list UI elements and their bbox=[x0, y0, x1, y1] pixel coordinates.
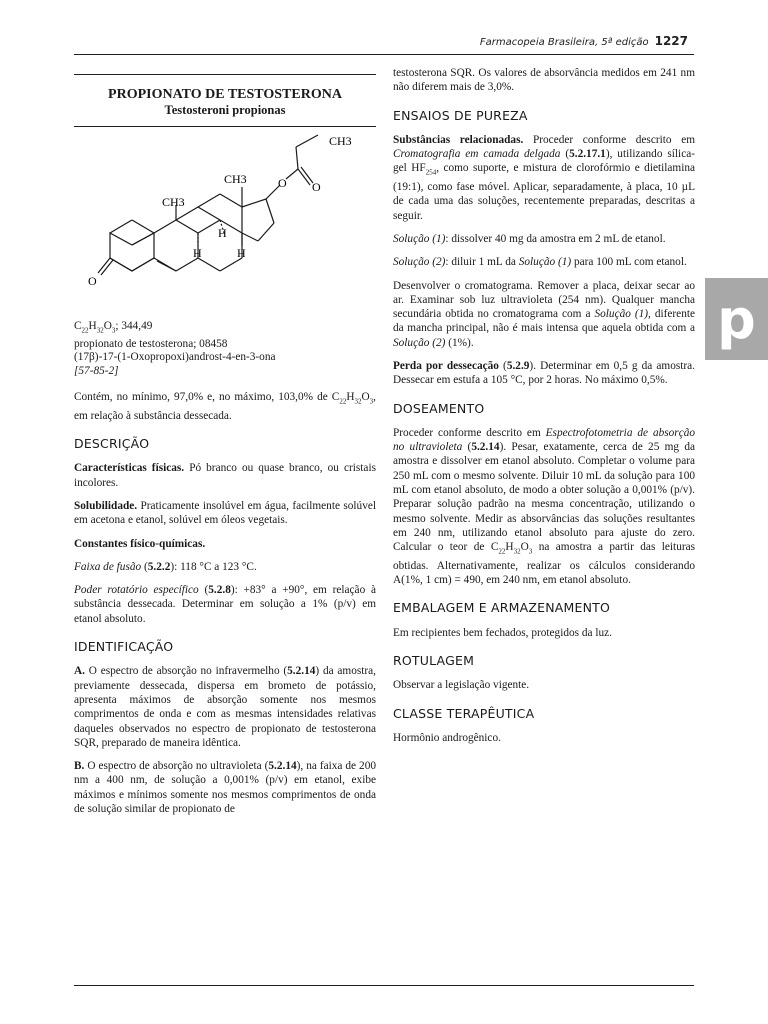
page-header bbox=[480, 34, 688, 48]
perda-ref: 5.2.9 bbox=[506, 360, 530, 372]
sol2-label: Solução (2) bbox=[393, 256, 446, 269]
ident-a-text2: ) da amostra, previamente dessecada, dispersa em brometo de potássio, apresenta máximos de absorção somente nos mesmos comprimentos de onda e com as mesmas intensidades relativas daqueles observados no espectro de propionato de testosterona SQR, preparado de maneira idêntica. bbox=[74, 665, 376, 749]
solucao-2 bbox=[393, 255, 695, 269]
fusao-label: Faixa de fusão bbox=[74, 560, 142, 573]
right-column bbox=[393, 66, 695, 754]
subst-method: Cromatografia em camada delgada bbox=[393, 148, 561, 161]
formula-c: C bbox=[74, 320, 82, 332]
identity-block bbox=[74, 320, 376, 378]
perda-por-dessecacao: Perda por dessecação (5.2.9). Determinar em 0,5 g da amostra. Dessecar em estufa a 105 °C, por 2 horas. No máximo 0,5%. bbox=[393, 360, 696, 387]
ident-b-text1: O espectro de absorção no ultravioleta ( bbox=[87, 760, 269, 773]
section-heading-descricao: DESCRIÇÃO bbox=[74, 436, 150, 452]
content-spec bbox=[74, 390, 376, 423]
structure-label-h-c8: H bbox=[218, 226, 227, 240]
header-rule bbox=[74, 54, 694, 55]
iupac-name: (17β)-17-(1-Oxopropoxi)androst-4-en-3-ona bbox=[74, 351, 276, 364]
ident-a-ref: 5.2.14 bbox=[287, 665, 316, 678]
monograph-title: PROPIONATO DE TESTOSTERONA bbox=[108, 87, 342, 102]
perda-label: Perda por dessecação bbox=[393, 360, 499, 372]
structure-label-ch3-ester: CH3 bbox=[329, 134, 352, 148]
page-number: 1227 bbox=[654, 34, 688, 48]
ident-a-text1: O espectro de absorção no infravermelho ( bbox=[88, 665, 288, 678]
subst-ref: 5.2.17.1 bbox=[569, 148, 606, 161]
rotulagem-text: Observar a legislação vigente. bbox=[393, 679, 530, 692]
monograph-latin-name: Testosteroni propionas bbox=[164, 103, 286, 117]
section-heading-ensaios: ENSAIOS DE PUREZA bbox=[393, 107, 528, 123]
doseamento-text: Proceder conforme descrito em Espectrofotometria de absorção no ultravioleta (5.2.14). Pesar, exatamente, cerca de 25 mg da amostra e dissolver em etanol absoluto. Completar o volume para 250 mL com o mesmo solvente. Diluir 10 mL da solução para 100 mL com etanol absoluto, de modo a obter solução a 0,001% (p/v). Preparar solução padrão na mesma concentração, utilizando o mesmo solvente. Medir as absorvâncias das soluções resultantes em 240 nm, utilizando etanol absoluto para ajuste do zero. Calcular o teor de $C_{22}H_{32}O_3$ na amostra a partir das leituras obtidas. Alternativamente, realizar os cálculos considerando A(1%, 1 cm) = 490, em 240 nm, em etanol absoluto. bbox=[393, 426, 696, 587]
develop-text3: (1%). bbox=[448, 336, 474, 349]
publication-title: Farmacopeia Brasileira, 5ª edição bbox=[479, 37, 649, 48]
structure-label-h-c9: H bbox=[193, 246, 202, 260]
sol2-text2: para 100 mL com etanol. bbox=[573, 256, 687, 269]
perda-text: . Determinar em 0,5 g da amostra. Dessecar em estufa a 105 °C, por 2 horas. No máximo 0,5%. bbox=[393, 360, 696, 387]
faixa-de-fusao: Faixa de fusão (5.2.2): 118 °C a 123 °C. bbox=[74, 560, 257, 573]
content-text-end: , em relação à substância dessecada. bbox=[74, 391, 376, 422]
identificacao-a bbox=[74, 664, 376, 750]
structure-label-h-c14: H bbox=[237, 246, 246, 260]
subst-sub: 254 bbox=[425, 168, 437, 177]
sol2-ref-label: Solução (1) bbox=[518, 256, 572, 269]
develop-text2: , diferente da mancha principal, não é mais intensa que aquela obtida com a bbox=[393, 308, 695, 335]
rotatorio-text: : +83° a +90°, em relação à substância dessecada. Determinar em solução a 1% (p/v) em etanol absoluto. bbox=[74, 584, 377, 625]
subst-text2: , utilizando sílica-gel HF bbox=[393, 148, 695, 175]
content-formula-c: C bbox=[331, 391, 340, 404]
dcb-name: propionato de testosterona; 08458 bbox=[74, 337, 228, 350]
ident-b-label: B. bbox=[74, 760, 85, 773]
solucao-1 bbox=[393, 232, 695, 246]
left-column bbox=[74, 66, 376, 825]
dose-formula-o-sub: 3 bbox=[528, 547, 533, 556]
formula-h: H bbox=[88, 320, 97, 332]
letter-index-tab: p bbox=[705, 278, 768, 360]
cas-number-text: [57-85-2] bbox=[74, 364, 119, 377]
section-heading-rotulagem: ROTULAGEM bbox=[393, 653, 475, 668]
dose-formula-c: C bbox=[490, 541, 499, 554]
sol1-text: : dissolver 40 mg da amostra em 2 mL de etanol. bbox=[445, 232, 666, 245]
develop-ref1: Solução (1) bbox=[594, 308, 649, 321]
sol2-text1: : diluir 1 mL da bbox=[445, 256, 516, 269]
dose-formula-h-sub: 32 bbox=[513, 547, 521, 556]
formula-h-sub: 32 bbox=[96, 326, 104, 335]
structure-label-o-ester: O bbox=[278, 176, 287, 190]
dose-text1: Proceder conforme descrito em bbox=[393, 426, 541, 439]
subst-text3: , como suporte, e mistura de clorofórmio e dietilamina (19:1), como fase móvel. Aplicar, separadamente, à placa, 10 µL de cada uma das soluções, recentemente preparadas, descritas a seguir. bbox=[393, 162, 695, 222]
develop-ref2: Solução (2) bbox=[393, 336, 446, 349]
caracteristicas-label: Características físicas. bbox=[74, 462, 185, 475]
dose-formula-c-sub: 22 bbox=[498, 547, 506, 556]
structure-label-o-carbonyl: O bbox=[312, 180, 321, 194]
dose-formula-h: H bbox=[505, 541, 514, 554]
sol1-label: Solução (1) bbox=[393, 232, 446, 245]
content-formula-c-sub: 22 bbox=[339, 397, 347, 406]
constantes-heading bbox=[74, 537, 376, 551]
solubilidade-label: Solubilidade. bbox=[74, 499, 138, 512]
ident-a-label: A. bbox=[74, 665, 85, 678]
ident-b-ref: 5.2.14 bbox=[268, 760, 297, 773]
content-text-start: Contém, no mínimo, 97,0% e, no máximo, 103,0% de bbox=[74, 391, 328, 404]
structure-label-ch3-c19: CH3 bbox=[162, 195, 185, 209]
dose-method: Espectrofotometria de absorção no ultravioleta bbox=[393, 426, 695, 454]
constantes-label: Constantes físico-químicas. bbox=[74, 537, 206, 550]
rotatorio-ref: 5.2.8 bbox=[208, 584, 231, 597]
title-top-rule bbox=[74, 74, 376, 75]
content-formula-o: O bbox=[361, 391, 370, 404]
cas-number bbox=[74, 365, 376, 379]
formula-c-sub: 22 bbox=[81, 326, 89, 335]
footer-rule bbox=[74, 985, 694, 986]
title-bottom-rule bbox=[74, 126, 376, 127]
section-heading-identificacao: IDENTIFICAÇÃO bbox=[74, 639, 174, 655]
dose-text2: . Pesar, exatamente, cerca de 25 mg da amostra e dissolver em etanol absoluto. Completar o volume para 250 mL com o mesmo solvente. Diluir 10 mL da solução para 100 mL com etanol absoluto, de modo a obter solução a 0,001% (p/v). Preparar solução padrão na mesma concentração, utilizando o mesmo solvente. Medir as absorvâncias das soluções resultantes em 240 nm, utilizando etanol absoluto para ajuste do zero. Calcular o teor de bbox=[393, 441, 695, 554]
develop-text1: Desenvolver o cromatograma. Remover a placa, deixar secar ao ar. Examinar sob luz ultravioleta (254 nm). Qualquer mancha secundária obtida no cromatograma com a bbox=[393, 279, 695, 321]
substancias-relacionadas: Substâncias relacionadas. Proceder conforme descrito em Cromatografia em camada delgada (5.2.17.1), utilizando sílica-gel $HF_{254}$, como suporte, e mistura de clorofórmio e dietilamina (19:1), como fase móvel. Aplicar, separadamente, à placa, 10 µL de cada uma das soluções, recentemente preparadas, descritas a seguir. bbox=[393, 133, 695, 222]
solubilidade bbox=[74, 499, 376, 528]
caracteristicas-fisicas bbox=[74, 461, 376, 490]
section-heading-doseamento: DOSEAMENTO bbox=[393, 400, 485, 416]
ident-b-text2: ), na faixa de 200 nm a 400 nm, de solução a 0,001% (p/v) em etanol, exibe máximos e mínimos somente nos mesmos comprimentos de onda de solução similar de propionato de bbox=[74, 760, 376, 816]
dose-text3: na amostra a partir das leituras obtidas. Alternativamente, realizar os cálculos considerando A(1%, 1 cm) = 490, em 240 nm, em etanol absoluto. bbox=[393, 541, 696, 587]
embalagem-text: Em recipientes bem fechados, protegidos da luz. bbox=[393, 626, 612, 639]
formula-o-sub: 3 bbox=[111, 326, 116, 335]
caracteristicas-text: Pó branco ou quase branco, ou cristais incolores. bbox=[74, 462, 376, 489]
fusao-ref: 5.2.2 bbox=[147, 560, 171, 573]
subst-label: Substâncias relacionadas. bbox=[393, 133, 524, 146]
solubilidade-text: Praticamente insolúvel em água, facilmente solúvel em acetona e etanol, solúvel em óleos vegetais. bbox=[74, 499, 376, 527]
content-formula-h: H bbox=[346, 391, 355, 404]
rotatorio-label: Poder rotatório específico bbox=[74, 584, 199, 597]
dose-formula-o: O bbox=[520, 541, 529, 554]
desenvolver-cromatograma bbox=[393, 279, 695, 350]
dose-ref: 5.2.14 bbox=[471, 441, 500, 454]
identificacao-b bbox=[74, 759, 376, 816]
subst-text1: Proceder conforme descrito em bbox=[532, 133, 695, 146]
identificacao-b-continued: testosterona SQR. Os valores de absorvância medidos em 241 nm não diferem mais de 3,0%. bbox=[393, 67, 695, 94]
content-formula-h-sub: 32 bbox=[354, 397, 362, 406]
structure-label-o-ketone: O bbox=[88, 274, 97, 288]
classe-text: Hormônio androgênico. bbox=[393, 731, 501, 744]
fusao-text: : 118 °C a 123 °C. bbox=[174, 560, 257, 573]
section-heading-classe: CLASSE TERAPÊUTICA bbox=[393, 705, 535, 721]
structure-label-ch3-c18: CH3 bbox=[224, 172, 247, 186]
content-formula-o-sub: 3 bbox=[369, 397, 374, 406]
formula-o: O bbox=[103, 320, 112, 332]
section-heading-embalagem: EMBALAGEM E ARMAZENAMENTO bbox=[393, 600, 611, 616]
poder-rotatorio: Poder rotatório específico (5.2.8): +83° a +90°, em relação à substância dessecada. Determinar em solução a 1% (p/v) em etanol absoluto. bbox=[74, 584, 377, 625]
chemical-structure-diagram bbox=[74, 133, 376, 318]
molar-mass: ; 344,49 bbox=[115, 320, 153, 332]
molecular-formula-line bbox=[74, 320, 376, 338]
